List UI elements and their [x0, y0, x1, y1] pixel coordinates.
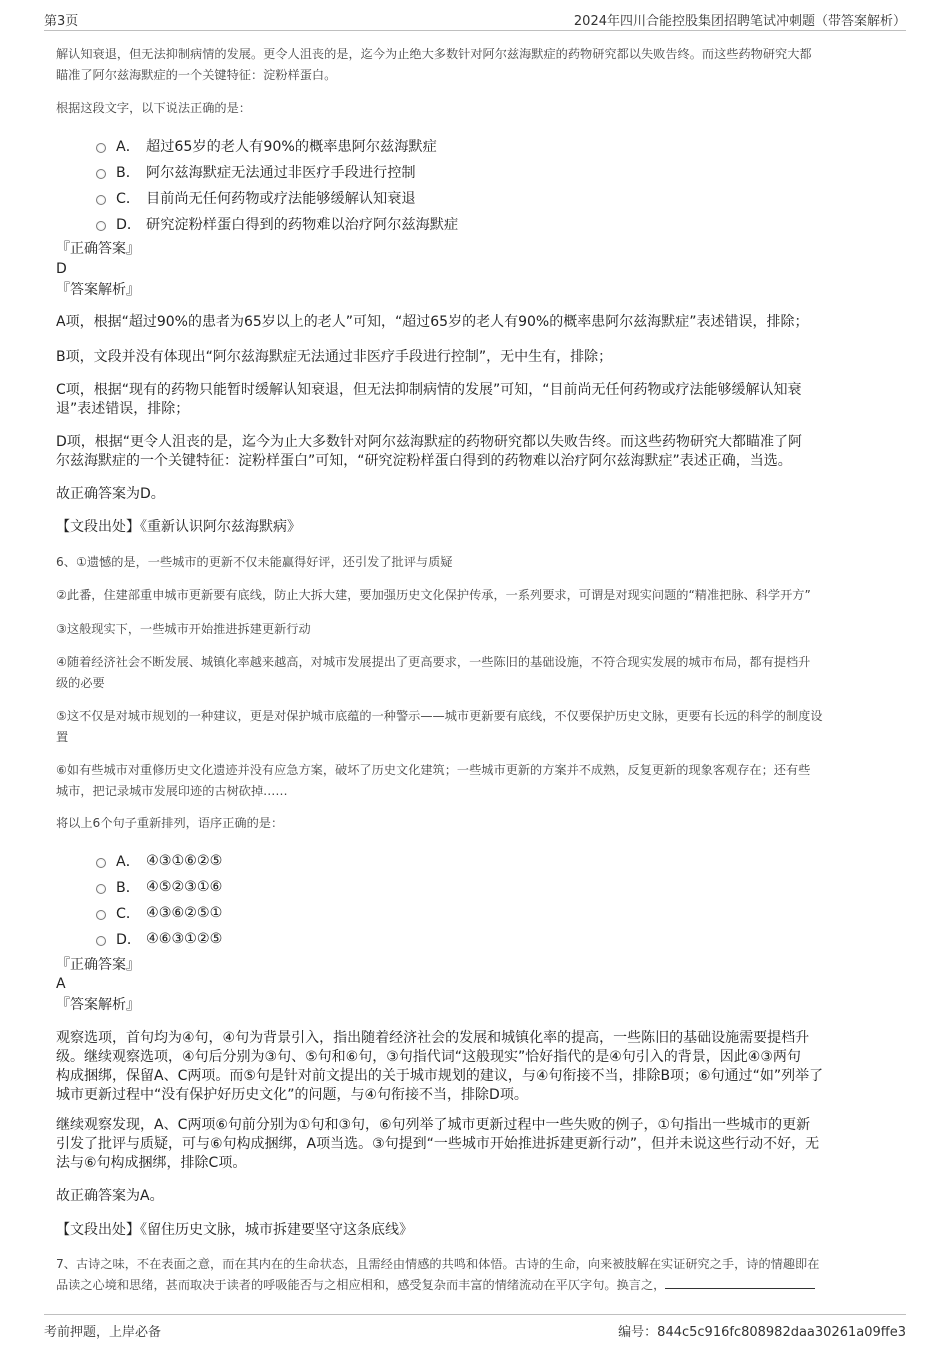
option-letter: C． [116, 191, 141, 207]
option-text: 研究淀粉样蛋白得到的药物难以治疗阿尔兹海默症 [146, 217, 459, 233]
page-number: 第3页 [44, 14, 79, 29]
q5-option-c[interactable] [96, 185, 458, 211]
q6-option-a[interactable] [96, 848, 222, 874]
q6-options [96, 848, 222, 952]
q5-option-a[interactable] [96, 133, 458, 159]
option-letter: A． [116, 854, 140, 870]
q5-analysis-a: A项，根据“超过90%的患者为65岁以上的老人”可知，“超过65岁的老人有90%的概率患阿尔兹海默症”表述错误，排除； [56, 314, 809, 330]
radio-icon[interactable] [96, 884, 106, 894]
analysis-line: 退”表述错误，排除； [56, 401, 190, 417]
q6-analysis-para-1 [56, 1029, 906, 1105]
analysis-text [56, 433, 896, 471]
option-letter: A． [116, 139, 140, 155]
option-letter: C． [116, 906, 141, 922]
option-text: 目前尚无任何药物或疗法能够缓解认知衰退 [146, 191, 416, 207]
q5-analysis-d [56, 433, 896, 471]
sentence-line: 级的必要 [56, 676, 105, 690]
analysis-line: 引发了批评与质疑，可与⑥句构成捆绑，A项当选。③句提到“一些城市开始推进拆建更新行动”，但并未说这些行动不好，无 [56, 1136, 820, 1152]
q6-sentence-6 [56, 760, 906, 802]
analysis-line: 级。继续观察选项，④句后分别为③句、⑤句和⑥句，③句指代词“这般现实”恰好指代的是④句引入的背景，因此④③两句 [56, 1049, 801, 1065]
q6-conclusion: 故正确答案为A。 [56, 1188, 164, 1204]
q6-option-d[interactable] [96, 926, 222, 952]
q6-option-b[interactable] [96, 874, 222, 900]
analysis-line: 尔兹海默症的一个关键特征：淀粉样蛋白”可知，“研究淀粉样蛋白得到的药物难以治疗阿尔兹海默症”表述正确，当选。 [56, 453, 792, 469]
q6-sentence-5 [56, 706, 906, 748]
q6-sentence-3: ③这般现实下，一些城市开始推进拆建更新行动 [56, 622, 311, 636]
q6-analysis-label: 『答案解析』 [56, 997, 140, 1013]
analysis-line: 继续观察发现，A、C两项⑥句前分别为①句和③句，⑥句列举了城市更新过程中一些失败的例子，①句指出一些城市的更新 [56, 1117, 811, 1133]
q5-option-b[interactable] [96, 159, 458, 185]
radio-icon[interactable] [96, 858, 106, 868]
option-letter: D． [116, 932, 142, 948]
sentence-line: 置 [56, 730, 69, 744]
page-footer [44, 1314, 906, 1345]
passage-line [56, 1275, 906, 1296]
q5-prompt: 根据这段文字，以下说法正确的是： [56, 101, 251, 115]
sentence-line: ⑥如有些城市对重修历史文化遗迹并没有应急方案，破坏了历史文化建筑；一些城市更新的方案并不成熟，反复更新的现象客观存在；还有些 [56, 763, 811, 777]
q5-option-d[interactable] [96, 211, 458, 237]
answer-blank[interactable] [665, 1276, 815, 1289]
radio-icon[interactable] [96, 169, 106, 179]
q6-source: 【文段出处】《留住历史文脉，城市拆建要坚守这条底线》 [56, 1222, 413, 1238]
document-id: 编号：844c5c916fc808982daa30261a09ffe3 [618, 1325, 906, 1340]
radio-icon[interactable] [96, 195, 106, 205]
q5-analysis-b: B项，文段并没有体现出“阿尔兹海默症无法通过非医疗手段进行控制”，无中生有，排除； [56, 349, 613, 365]
radio-icon[interactable] [96, 910, 106, 920]
q5-options [96, 133, 458, 237]
option-letter: B． [116, 880, 140, 896]
option-text: 超过65岁的老人有90%的概率患阿尔兹海默症 [146, 139, 437, 155]
q5-analysis-label: 『答案解析』 [56, 282, 140, 298]
passage-line: 7、古诗之味，不在表面之意，而在其内在的生命状态，且需经由情感的共鸣和体悟。古诗的生命，向来被肢解在实证研究之手，诗的情趣即在 [56, 1257, 820, 1271]
q6-answer-label: 『正确答案』 [56, 957, 140, 973]
passage-line: 解认知衰退，但无法抑制病情的发展。更令人沮丧的是，迄今为止绝大多数针对阿尔兹海默症的药物研究都以失败告终。而这些药物研究大都 [56, 47, 812, 61]
option-text: ④③⑥②⑤① [146, 905, 223, 921]
document-title: 2024年四川合能控股集团招聘笔试冲刺题（带答案解析） [573, 14, 906, 29]
q6-sentence-4 [56, 652, 906, 694]
sentence-line: ④随着经济社会不断发展、城镇化率越来越高，对城市发展提出了更高要求，一些陈旧的基础设施，不符合现实发展的城市布局，都有提档升 [56, 655, 811, 669]
q5-answer: D [56, 261, 67, 277]
analysis-line: 城市更新过程中“没有保护好历史文化”的问题，与④句衔接不当，排除D项。 [56, 1087, 528, 1103]
analysis-line: 构成捆绑，保留A、C两项。而⑤句是针对前文提出的关于城市规划的建议，与④句衔接不当，排除B项；⑥句通过“如”列举了 [56, 1068, 824, 1084]
option-text: ④③①⑥②⑤ [146, 853, 223, 869]
q6-answer: A [56, 976, 66, 992]
analysis-text [56, 381, 896, 419]
passage-text: 品读之心境和思绪，甚而取决于读者的呼吸能否与之相应相和，感受复杂而丰富的情绪流动在平仄字句。换言之， [56, 1278, 666, 1292]
q6-option-c[interactable] [96, 900, 222, 926]
q7-passage [56, 1254, 906, 1296]
passage-line: 瞄准了阿尔兹海默症的一个关键特征：淀粉样蛋白。 [56, 68, 337, 82]
q5-answer-label: 『正确答案』 [56, 241, 140, 257]
sentence-line: ⑤这不仅是对城市规划的一种建议，更是对保护城市底蕴的一种警示——城市更新要有底线，不仅要保护历史文脉，更要有长远的科学的制度设 [56, 709, 823, 723]
q6-sentence-2: ②此番，住建部重申城市更新要有底线，防止大拆大建，要加强历史文化保护传承，一系列要求，可谓是对现实问题的“精准把脉、科学开方” [56, 588, 811, 602]
footer-slogan: 考前押题，上岸必备 [44, 1325, 162, 1340]
radio-icon[interactable] [96, 143, 106, 153]
page-header [44, 8, 906, 31]
option-text: ④⑤②③①⑥ [146, 879, 223, 895]
q6-prompt: 将以上6个句子重新排列，语序正确的是： [56, 816, 284, 830]
option-text: ④⑥③①②⑤ [146, 931, 223, 947]
sentence-line: 城市，把记录城市发展印迹的古树砍掉…… [56, 784, 288, 798]
q5-source: 【文段出处】《重新认识阿尔兹海默病》 [56, 519, 301, 535]
option-letter: B． [116, 165, 140, 181]
analysis-line: 法与⑥句构成捆绑，排除C项。 [56, 1155, 247, 1171]
option-letter: D． [116, 217, 142, 233]
option-text: 阿尔兹海默症无法通过非医疗手段进行控制 [146, 165, 416, 181]
q5-analysis-c [56, 381, 896, 419]
q5-passage-tail [56, 44, 906, 86]
q5-conclusion: 故正确答案为D。 [56, 486, 165, 502]
radio-icon[interactable] [96, 221, 106, 231]
q6-analysis-para-2 [56, 1116, 906, 1173]
analysis-line: 观察选项，首句均为④句，④句为背景引入，指出随着经济社会的发展和城镇化率的提高，一些陈旧的基础设施需要提档升 [56, 1030, 810, 1046]
analysis-line: C项，根据“现有的药物只能暂时缓解认知衰退，但无法抑制病情的发展”可知，“目前尚无任何药物或疗法能够缓解认知衰 [56, 382, 802, 398]
radio-icon[interactable] [96, 936, 106, 946]
q6-stem: 6、①遗憾的是，一些城市的更新不仅未能赢得好评，还引发了批评与质疑 [56, 555, 453, 569]
analysis-line: D项，根据“更令人沮丧的是，迄今为止大多数针对阿尔兹海默症的药物研究都以失败告终。而这些药物研究大都瞄准了阿 [56, 434, 803, 450]
